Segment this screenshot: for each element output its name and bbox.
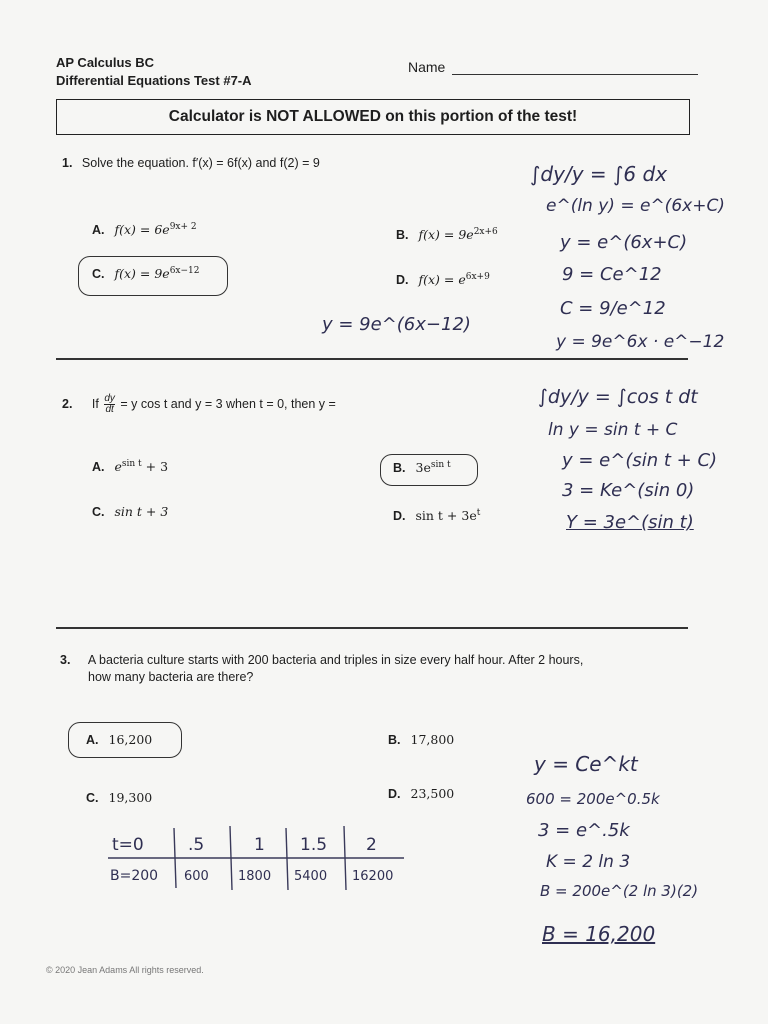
q2-work-line: 3 = Ke^(sin 0) xyxy=(562,480,695,501)
option-text: sin t + 3 xyxy=(114,504,169,519)
course-title: AP Calculus BC xyxy=(56,55,155,70)
table-cell: t=0 xyxy=(112,835,144,855)
option-letter: C. xyxy=(86,791,99,805)
q3-option-d[interactable] xyxy=(388,786,454,801)
name-line[interactable] xyxy=(452,74,698,75)
table-cell: 1800 xyxy=(238,869,272,884)
q2-option-b[interactable] xyxy=(393,460,451,475)
option-exp: 2x+6 xyxy=(473,227,498,237)
table-vline xyxy=(344,826,346,890)
q1-work-line: 9 = Ce^12 xyxy=(562,264,662,285)
name-label: Name xyxy=(408,59,446,75)
dy-dt-fraction: $\frac{dy}{dt}$ xyxy=(104,393,115,415)
table-cell: 5400 xyxy=(294,869,328,884)
option-letter: C. xyxy=(92,267,105,282)
q2-option-a[interactable] xyxy=(92,459,168,474)
option-text: 19,300 xyxy=(108,790,153,805)
option-letter: B. xyxy=(393,461,406,476)
option-exp: 6x+9 xyxy=(465,272,490,282)
table-cell: .5 xyxy=(188,835,205,855)
q1-work-line: ∫dy/y = ∫6 dx xyxy=(530,162,668,186)
option-text: sin t + 3e xyxy=(415,508,477,524)
test-title: Differential Equations Test #7-A xyxy=(56,73,252,88)
q2-prompt: 2. If $\frac{dy}{dt}$ = y cos t and y = 3 when t = 0, then y = xyxy=(62,393,336,415)
option-text: f(x) = e xyxy=(418,272,466,288)
option-tail: + 3 xyxy=(141,459,169,475)
q2-option-c[interactable] xyxy=(92,504,168,519)
option-text: 16,200 xyxy=(108,732,153,747)
q1-work-line: y = e^(6x+C) xyxy=(560,232,688,253)
option-text: f(x) = 9e xyxy=(418,227,474,243)
table-cell: 2 xyxy=(366,835,377,855)
q1-number: 1. xyxy=(62,156,73,170)
option-exp: t xyxy=(476,508,481,518)
q3-number: 3. xyxy=(60,653,71,667)
option-letter: B. xyxy=(396,228,409,243)
q1-option-b[interactable] xyxy=(396,227,498,242)
option-exp: sin t xyxy=(121,459,142,469)
q3-work-line: y = Ce^kt xyxy=(534,752,638,776)
option-text: 17,800 xyxy=(410,732,455,747)
option-text: f(x) = 6e xyxy=(114,222,170,238)
q1-text: Solve the equation. f′(x) = 6f(x) and f(2) = 9 xyxy=(81,156,320,170)
copyright-footer: © 2020 Jean Adams All rights reserved. xyxy=(46,965,204,975)
q2-work-line: ∫dy/y = ∫cos t dt xyxy=(538,386,698,408)
q3-work-line: 600 = 200e^0.5k xyxy=(526,790,660,808)
table-cell: B=200 xyxy=(110,868,159,884)
q3-work-line: B = 200e^(2 ln 3)(2) xyxy=(540,882,699,900)
q1-work-line: y = 9e^6x · e^−12 xyxy=(556,332,725,352)
option-text: 3e xyxy=(415,460,431,476)
option-exp: 6x−12 xyxy=(169,266,200,276)
option-letter: A. xyxy=(86,733,99,747)
q3-work-table xyxy=(104,822,414,894)
option-letter: D. xyxy=(393,509,406,524)
section-divider xyxy=(56,358,688,360)
calculator-banner: Calculator is NOT ALLOWED on this portion of the test! xyxy=(56,99,690,135)
q1-option-a[interactable] xyxy=(92,222,197,237)
q1-work-line: C = 9/e^12 xyxy=(560,298,666,319)
table-vline xyxy=(174,828,176,888)
table-cell: 1.5 xyxy=(300,835,328,855)
option-letter: D. xyxy=(388,787,401,801)
q1-work-line: y = 9e^(6x−12) xyxy=(322,314,471,335)
option-text: e xyxy=(114,459,122,475)
q2-work-line: y = e^(sin t + C) xyxy=(562,450,718,471)
option-letter: B. xyxy=(388,733,401,747)
q3-work-line: 3 = e^.5k xyxy=(538,820,630,841)
q3-option-b[interactable] xyxy=(388,732,454,747)
option-letter: A. xyxy=(92,460,105,475)
table-cell: 1 xyxy=(254,835,265,855)
table-cell: 16200 xyxy=(352,869,394,884)
q3-option-a[interactable] xyxy=(86,732,152,747)
q2-number: 2. xyxy=(62,396,73,411)
option-exp: 9x+ 2 xyxy=(169,222,197,232)
option-letter: C. xyxy=(92,505,105,519)
table-vline xyxy=(230,826,232,890)
q2-work-line: Y = 3e^(sin t) xyxy=(566,512,694,533)
q3-work-line: K = 2 ln 3 xyxy=(546,852,631,872)
q1-option-c[interactable] xyxy=(92,266,200,281)
option-text: f(x) = 9e xyxy=(114,266,170,282)
q3-prompt xyxy=(60,653,583,667)
q3-work-line: B = 16,200 xyxy=(542,922,656,946)
option-text: 23,500 xyxy=(410,786,455,801)
section-divider xyxy=(56,627,688,629)
q3-option-c[interactable] xyxy=(86,790,152,805)
table-vline xyxy=(286,828,288,890)
q2-work-line: ln y = sin t + C xyxy=(548,420,678,440)
q3-text-line1: A bacteria culture starts with 200 bacteria and triples in size every half hour. After 2 hours, xyxy=(87,653,584,667)
q1-option-d[interactable] xyxy=(396,272,490,287)
q1-prompt xyxy=(62,156,320,170)
option-letter: D. xyxy=(396,273,409,288)
q2-option-d[interactable] xyxy=(393,508,480,523)
q3-text-line2: how many bacteria are there? xyxy=(88,670,254,684)
option-letter: A. xyxy=(92,223,105,238)
table-cell: 600 xyxy=(184,869,209,884)
q1-work-line: e^(ln y) = e^(6x+C) xyxy=(546,196,725,216)
q2-text: = y cos t and y = 3 when t = 0, then y = xyxy=(120,396,336,411)
option-exp: sin t xyxy=(430,460,451,470)
